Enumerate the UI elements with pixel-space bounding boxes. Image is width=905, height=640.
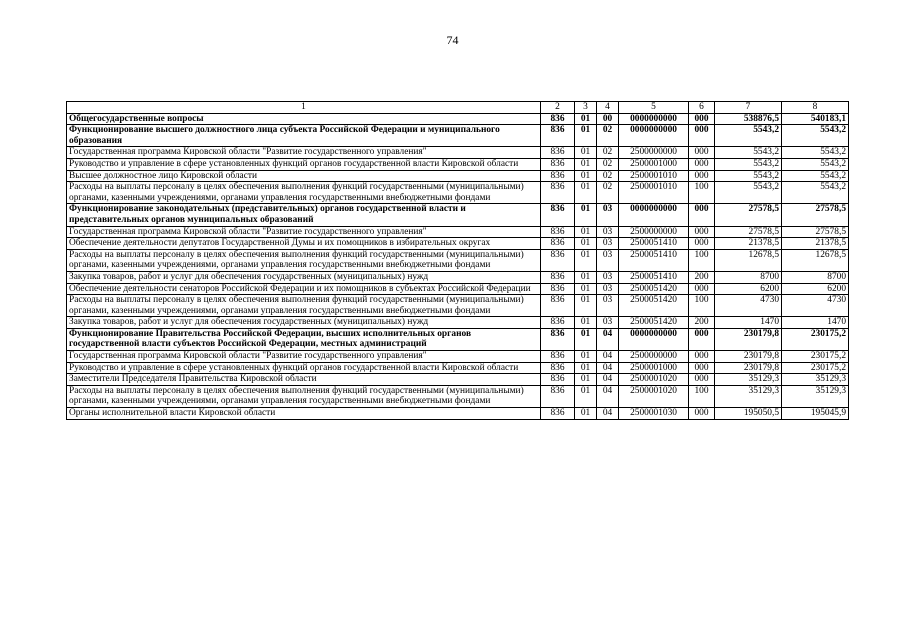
expense-type-cell: 000 xyxy=(689,408,715,420)
amount-col7-cell: 5543,2 xyxy=(715,182,782,204)
amount-col7-cell: 1470 xyxy=(715,317,782,329)
subsection-code-cell: 03 xyxy=(597,238,619,250)
amount-col8-cell: 12678,5 xyxy=(782,249,849,271)
expense-type-cell: 000 xyxy=(689,362,715,374)
row-name-cell: Расходы на выплаты персоналу в целях обеспечения выполнения функций государственными (муниципальными) органами, казенными учреждениями, органами управления государственными внебюджетными фондами xyxy=(67,385,541,407)
amount-col8-cell: 230175,2 xyxy=(782,362,849,374)
table-row xyxy=(67,283,849,295)
table-row xyxy=(67,362,849,374)
subsection-code-cell: 04 xyxy=(597,385,619,407)
chapter-code-cell: 836 xyxy=(541,408,575,420)
amount-col8-cell: 1470 xyxy=(782,317,849,329)
row-name-cell: Обеспечение деятельности сенаторов Российской Федерации и их помощников в субъектах Российской Федерации xyxy=(67,283,541,295)
row-name-cell: Закупка товаров, работ и услуг для обеспечения государственных (муниципальных) нужд xyxy=(67,317,541,329)
amount-col8-cell: 230175,2 xyxy=(782,328,849,350)
chapter-code-cell: 836 xyxy=(541,238,575,250)
expense-type-cell: 000 xyxy=(689,158,715,170)
subsection-code-cell: 04 xyxy=(597,351,619,363)
expense-type-cell: 000 xyxy=(689,238,715,250)
section-code-cell: 01 xyxy=(575,182,597,204)
row-name-cell: Органы исполнительной власти Кировской области xyxy=(67,408,541,420)
subsection-code-cell: 04 xyxy=(597,362,619,374)
subsection-code-cell: 03 xyxy=(597,204,619,226)
subsection-code-cell: 04 xyxy=(597,408,619,420)
section-code-cell: 01 xyxy=(575,249,597,271)
row-name-cell: Государственная программа Кировской области "Развитие государственного управления" xyxy=(67,351,541,363)
expense-type-cell: 000 xyxy=(689,226,715,238)
header-row xyxy=(67,102,849,114)
target-code-cell: 0000000000 xyxy=(619,125,689,147)
chapter-code-cell: 836 xyxy=(541,385,575,407)
table-row xyxy=(67,374,849,386)
amount-col7-cell: 5543,2 xyxy=(715,125,782,147)
row-name-cell: Расходы на выплаты персоналу в целях обеспечения выполнения функций государственными (муниципальными) органами, казенными учреждениями, органами управления государственными внебюджетными фондами xyxy=(67,295,541,317)
row-name-cell: Функционирование Правительства Российской Федерации, высших исполнительных органов государственной власти субъектов Российской Федерации, местных администраций xyxy=(67,328,541,350)
expense-type-cell: 000 xyxy=(689,125,715,147)
section-code-cell: 01 xyxy=(575,226,597,238)
expense-type-cell: 100 xyxy=(689,385,715,407)
header-cell: 6 xyxy=(689,102,715,114)
amount-col7-cell: 195050,5 xyxy=(715,408,782,420)
chapter-code-cell: 836 xyxy=(541,226,575,238)
row-name-cell: Высшее должностное лицо Кировской области xyxy=(67,170,541,182)
amount-col7-cell: 6200 xyxy=(715,283,782,295)
target-code-cell: 2500001030 xyxy=(619,408,689,420)
amount-col8-cell: 5543,2 xyxy=(782,158,849,170)
expense-type-cell: 100 xyxy=(689,182,715,204)
header-cell: 2 xyxy=(541,102,575,114)
table-row xyxy=(67,351,849,363)
table-row xyxy=(67,408,849,420)
target-code-cell: 2500000000 xyxy=(619,226,689,238)
chapter-code-cell: 836 xyxy=(541,351,575,363)
expense-type-cell: 100 xyxy=(689,249,715,271)
subsection-code-cell: 02 xyxy=(597,125,619,147)
header-cell: 8 xyxy=(782,102,849,114)
row-name-cell: Закупка товаров, работ и услуг для обеспечения государственных (муниципальных) нужд xyxy=(67,271,541,283)
chapter-code-cell: 836 xyxy=(541,113,575,125)
amount-col7-cell: 12678,5 xyxy=(715,249,782,271)
table-row xyxy=(67,113,849,125)
target-code-cell: 2500051410 xyxy=(619,249,689,271)
table-row xyxy=(67,158,849,170)
row-name-cell: Расходы на выплаты персоналу в целях обеспечения выполнения функций государственными (муниципальными) органами, казенными учреждениями, органами управления государственными внебюджетными фондами xyxy=(67,182,541,204)
row-name-cell: Заместители Председателя Правительства Кировской области xyxy=(67,374,541,386)
chapter-code-cell: 836 xyxy=(541,317,575,329)
target-code-cell: 2500051410 xyxy=(619,238,689,250)
header-cell: 3 xyxy=(575,102,597,114)
chapter-code-cell: 836 xyxy=(541,374,575,386)
row-name-cell: Руководство и управление в сфере установленных функций органов государственной власти Кировской области xyxy=(67,362,541,374)
section-code-cell: 01 xyxy=(575,271,597,283)
table-row xyxy=(67,295,849,317)
target-code-cell: 2500051420 xyxy=(619,295,689,317)
section-code-cell: 01 xyxy=(575,408,597,420)
chapter-code-cell: 836 xyxy=(541,204,575,226)
target-code-cell: 2500000000 xyxy=(619,147,689,159)
subsection-code-cell: 03 xyxy=(597,283,619,295)
section-code-cell: 01 xyxy=(575,351,597,363)
target-code-cell: 2500051410 xyxy=(619,271,689,283)
expense-type-cell: 000 xyxy=(689,283,715,295)
amount-col7-cell: 4730 xyxy=(715,295,782,317)
expense-type-cell: 000 xyxy=(689,204,715,226)
expense-type-cell: 000 xyxy=(689,351,715,363)
section-code-cell: 01 xyxy=(575,158,597,170)
amount-col8-cell: 4730 xyxy=(782,295,849,317)
table-row xyxy=(67,125,849,147)
amount-col7-cell: 230179,8 xyxy=(715,362,782,374)
section-code-cell: 01 xyxy=(575,328,597,350)
section-code-cell: 01 xyxy=(575,283,597,295)
chapter-code-cell: 836 xyxy=(541,283,575,295)
subsection-code-cell: 02 xyxy=(597,182,619,204)
target-code-cell: 2500001020 xyxy=(619,374,689,386)
row-name-cell: Государственная программа Кировской области "Развитие государственного управления" xyxy=(67,147,541,159)
section-code-cell: 01 xyxy=(575,317,597,329)
amount-col7-cell: 5543,2 xyxy=(715,147,782,159)
expense-type-cell: 200 xyxy=(689,317,715,329)
target-code-cell: 2500001010 xyxy=(619,170,689,182)
chapter-code-cell: 836 xyxy=(541,158,575,170)
amount-col8-cell: 5543,2 xyxy=(782,147,849,159)
amount-col7-cell: 538876,5 xyxy=(715,113,782,125)
expense-type-cell: 000 xyxy=(689,170,715,182)
table-row xyxy=(67,328,849,350)
section-code-cell: 01 xyxy=(575,147,597,159)
header-cell: 1 xyxy=(67,102,541,114)
table-row xyxy=(67,226,849,238)
target-code-cell: 0000000000 xyxy=(619,204,689,226)
budget-table xyxy=(66,101,849,420)
subsection-code-cell: 04 xyxy=(597,328,619,350)
table-row xyxy=(67,238,849,250)
amount-col7-cell: 8700 xyxy=(715,271,782,283)
subsection-code-cell: 02 xyxy=(597,170,619,182)
subsection-code-cell: 02 xyxy=(597,147,619,159)
subsection-code-cell: 04 xyxy=(597,374,619,386)
amount-col8-cell: 8700 xyxy=(782,271,849,283)
subsection-code-cell: 03 xyxy=(597,295,619,317)
expense-type-cell: 000 xyxy=(689,113,715,125)
section-code-cell: 01 xyxy=(575,204,597,226)
section-code-cell: 01 xyxy=(575,125,597,147)
chapter-code-cell: 836 xyxy=(541,328,575,350)
amount-col8-cell: 5543,2 xyxy=(782,170,849,182)
table-row xyxy=(67,385,849,407)
amount-col8-cell: 540183,1 xyxy=(782,113,849,125)
table-row xyxy=(67,317,849,329)
amount-col7-cell: 21378,5 xyxy=(715,238,782,250)
amount-col7-cell: 5543,2 xyxy=(715,170,782,182)
target-code-cell: 0000000000 xyxy=(619,113,689,125)
subsection-code-cell: 03 xyxy=(597,317,619,329)
table-row xyxy=(67,147,849,159)
chapter-code-cell: 836 xyxy=(541,362,575,374)
amount-col7-cell: 27578,5 xyxy=(715,204,782,226)
amount-col8-cell: 5543,2 xyxy=(782,125,849,147)
amount-col7-cell: 27578,5 xyxy=(715,226,782,238)
row-name-cell: Функционирование законодательных (представительных) органов государственной власти и представительных органов муниципальных образований xyxy=(67,204,541,226)
section-code-cell: 01 xyxy=(575,385,597,407)
row-name-cell: Обеспечение деятельности депутатов Государственной Думы и их помощников в избирательных округах xyxy=(67,238,541,250)
amount-col8-cell: 27578,5 xyxy=(782,204,849,226)
amount-col7-cell: 35129,3 xyxy=(715,374,782,386)
expense-type-cell: 200 xyxy=(689,271,715,283)
chapter-code-cell: 836 xyxy=(541,295,575,317)
expense-type-cell: 100 xyxy=(689,295,715,317)
chapter-code-cell: 836 xyxy=(541,271,575,283)
target-code-cell: 2500001010 xyxy=(619,182,689,204)
chapter-code-cell: 836 xyxy=(541,249,575,271)
target-code-cell: 2500051420 xyxy=(619,317,689,329)
row-name-cell: Общегосударственные вопросы xyxy=(67,113,541,125)
table-row xyxy=(67,170,849,182)
table-row xyxy=(67,204,849,226)
subsection-code-cell: 03 xyxy=(597,226,619,238)
table-row xyxy=(67,271,849,283)
amount-col7-cell: 230179,8 xyxy=(715,328,782,350)
section-code-cell: 01 xyxy=(575,295,597,317)
target-code-cell: 2500000000 xyxy=(619,351,689,363)
subsection-code-cell: 03 xyxy=(597,249,619,271)
section-code-cell: 01 xyxy=(575,238,597,250)
amount-col8-cell: 35129,3 xyxy=(782,374,849,386)
amount-col7-cell: 35129,3 xyxy=(715,385,782,407)
amount-col8-cell: 21378,5 xyxy=(782,238,849,250)
section-code-cell: 01 xyxy=(575,374,597,386)
subsection-code-cell: 00 xyxy=(597,113,619,125)
target-code-cell: 2500001000 xyxy=(619,158,689,170)
amount-col8-cell: 195045,9 xyxy=(782,408,849,420)
amount-col7-cell: 230179,8 xyxy=(715,351,782,363)
amount-col8-cell: 35129,3 xyxy=(782,385,849,407)
subsection-code-cell: 03 xyxy=(597,271,619,283)
target-code-cell: 2500051420 xyxy=(619,283,689,295)
row-name-cell: Функционирование высшего должностного лица субъекта Российской Федерации и муниципального образования xyxy=(67,125,541,147)
row-name-cell: Расходы на выплаты персоналу в целях обеспечения выполнения функций государственными (муниципальными) органами, казенными учреждениями, органами управления государственными внебюджетными фондами xyxy=(67,249,541,271)
chapter-code-cell: 836 xyxy=(541,125,575,147)
header-cell: 5 xyxy=(619,102,689,114)
amount-col8-cell: 230175,2 xyxy=(782,351,849,363)
row-name-cell: Руководство и управление в сфере установленных функций органов государственной власти Кировской области xyxy=(67,158,541,170)
expense-type-cell: 000 xyxy=(689,328,715,350)
section-code-cell: 01 xyxy=(575,113,597,125)
chapter-code-cell: 836 xyxy=(541,170,575,182)
amount-col8-cell: 6200 xyxy=(782,283,849,295)
chapter-code-cell: 836 xyxy=(541,147,575,159)
target-code-cell: 0000000000 xyxy=(619,328,689,350)
amount-col8-cell: 27578,5 xyxy=(782,226,849,238)
chapter-code-cell: 836 xyxy=(541,182,575,204)
target-code-cell: 2500001000 xyxy=(619,362,689,374)
amount-col8-cell: 5543,2 xyxy=(782,182,849,204)
amount-col7-cell: 5543,2 xyxy=(715,158,782,170)
table-row xyxy=(67,182,849,204)
section-code-cell: 01 xyxy=(575,170,597,182)
table-row xyxy=(67,249,849,271)
row-name-cell: Государственная программа Кировской области "Развитие государственного управления" xyxy=(67,226,541,238)
page-number: 74 xyxy=(446,33,459,47)
expense-type-cell: 000 xyxy=(689,147,715,159)
expense-type-cell: 000 xyxy=(689,374,715,386)
subsection-code-cell: 02 xyxy=(597,158,619,170)
target-code-cell: 2500001020 xyxy=(619,385,689,407)
header-cell: 4 xyxy=(597,102,619,114)
section-code-cell: 01 xyxy=(575,362,597,374)
header-cell: 7 xyxy=(715,102,782,114)
